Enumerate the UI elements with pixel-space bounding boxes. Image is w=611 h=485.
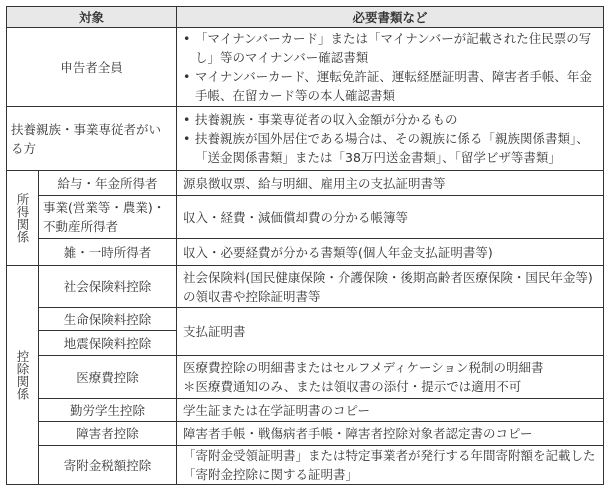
docs-cell: 障害者手帳・戦傷病者手帳・障害者控除対象者認定書のコピー [177,422,604,446]
target-cell: 事業(営業等・農業)・不動産所得者 [39,196,177,239]
table-row [7,356,604,399]
target-cell: 寄附金税額控除 [39,446,177,485]
table-row [7,266,604,308]
docs-cell: 源泉徴収票、給与明細、雇用主の支払証明書等 [177,171,604,196]
docs-cell: 収入・経費・減価償却費の分かる帳簿等 [177,196,604,239]
docs-cell: 収入・必要経費が分かる書類等(個人年金支払証明書等) [177,239,604,266]
docs-cell: 社会保険料(国民健康保険・介護保険・後期高齢者医療保険・国民年金等)の領収書や控除証明書等 [177,266,604,308]
list-item: • 扶養親族・事業専従者の収入金額が分かるもの [183,110,597,129]
group-label: 控除関係 [15,350,30,400]
target-cell: 医療費控除 [39,356,177,399]
target-cell: 雑・一時所得者 [39,239,177,266]
target-cell: 生命保険料控除 [39,308,177,331]
target-cell: 勤労学生控除 [39,399,177,422]
docs-note: ＊医療費通知のみ、または領収書の添付・提示では適用不可 [183,379,522,394]
table-row [7,308,604,331]
table-row [7,446,604,485]
table-row [7,422,604,446]
group-income [7,171,39,266]
docs-text: 医療費控除の明細書またはセルフメディケーション税制の明細書 [183,360,544,375]
list-item: • マイナンバーカード、運転免許証、運転経歴証明書、障害者手帳、年金手帳、在留カード等の本人確認書類 [183,67,597,105]
header-documents: 必要書類など [177,7,604,28]
target-cell: 申告者全員 [7,28,177,107]
list-item: • 扶養親族が国外居住である場合は、その親族に係る「親族関係書類」、「送金関係書類」または「38万円送金書類」、「留学ビザ等書類」 [183,129,597,167]
target-cell: 障害者控除 [39,422,177,446]
table-row [7,196,604,239]
docs-cell: 支払証明書 [177,308,604,356]
group-label: 所得関係 [15,193,30,243]
group-deduction [7,266,39,485]
table-row [7,28,604,107]
table-row [7,399,604,422]
table-row [7,239,604,266]
docs-cell [177,28,604,107]
docs-cell: 「寄附金受領証明書」または特定事業者が発行する年間寄附額を記載した「寄附金控除に関する証明書」 [177,446,604,485]
docs-cell [177,356,604,399]
table-row [7,171,604,196]
required-documents-table [6,6,604,485]
list-item: • 「マイナンバーカード」または「マイナンバーが記載された住民票の写し」等のマイナンバー確認書類 [183,29,597,67]
target-cell: 給与・年金所得者 [39,171,177,196]
header-target: 対象 [7,7,177,28]
header-row [7,7,604,28]
docs-cell: 学生証または在学証明書のコピー [177,399,604,422]
target-cell: 社会保険料控除 [39,266,177,308]
table-row [7,107,604,171]
target-cell: 地震保険料控除 [39,331,177,356]
docs-cell [177,107,604,171]
target-cell: 扶養親族・事業専従者がいる方 [7,107,177,171]
